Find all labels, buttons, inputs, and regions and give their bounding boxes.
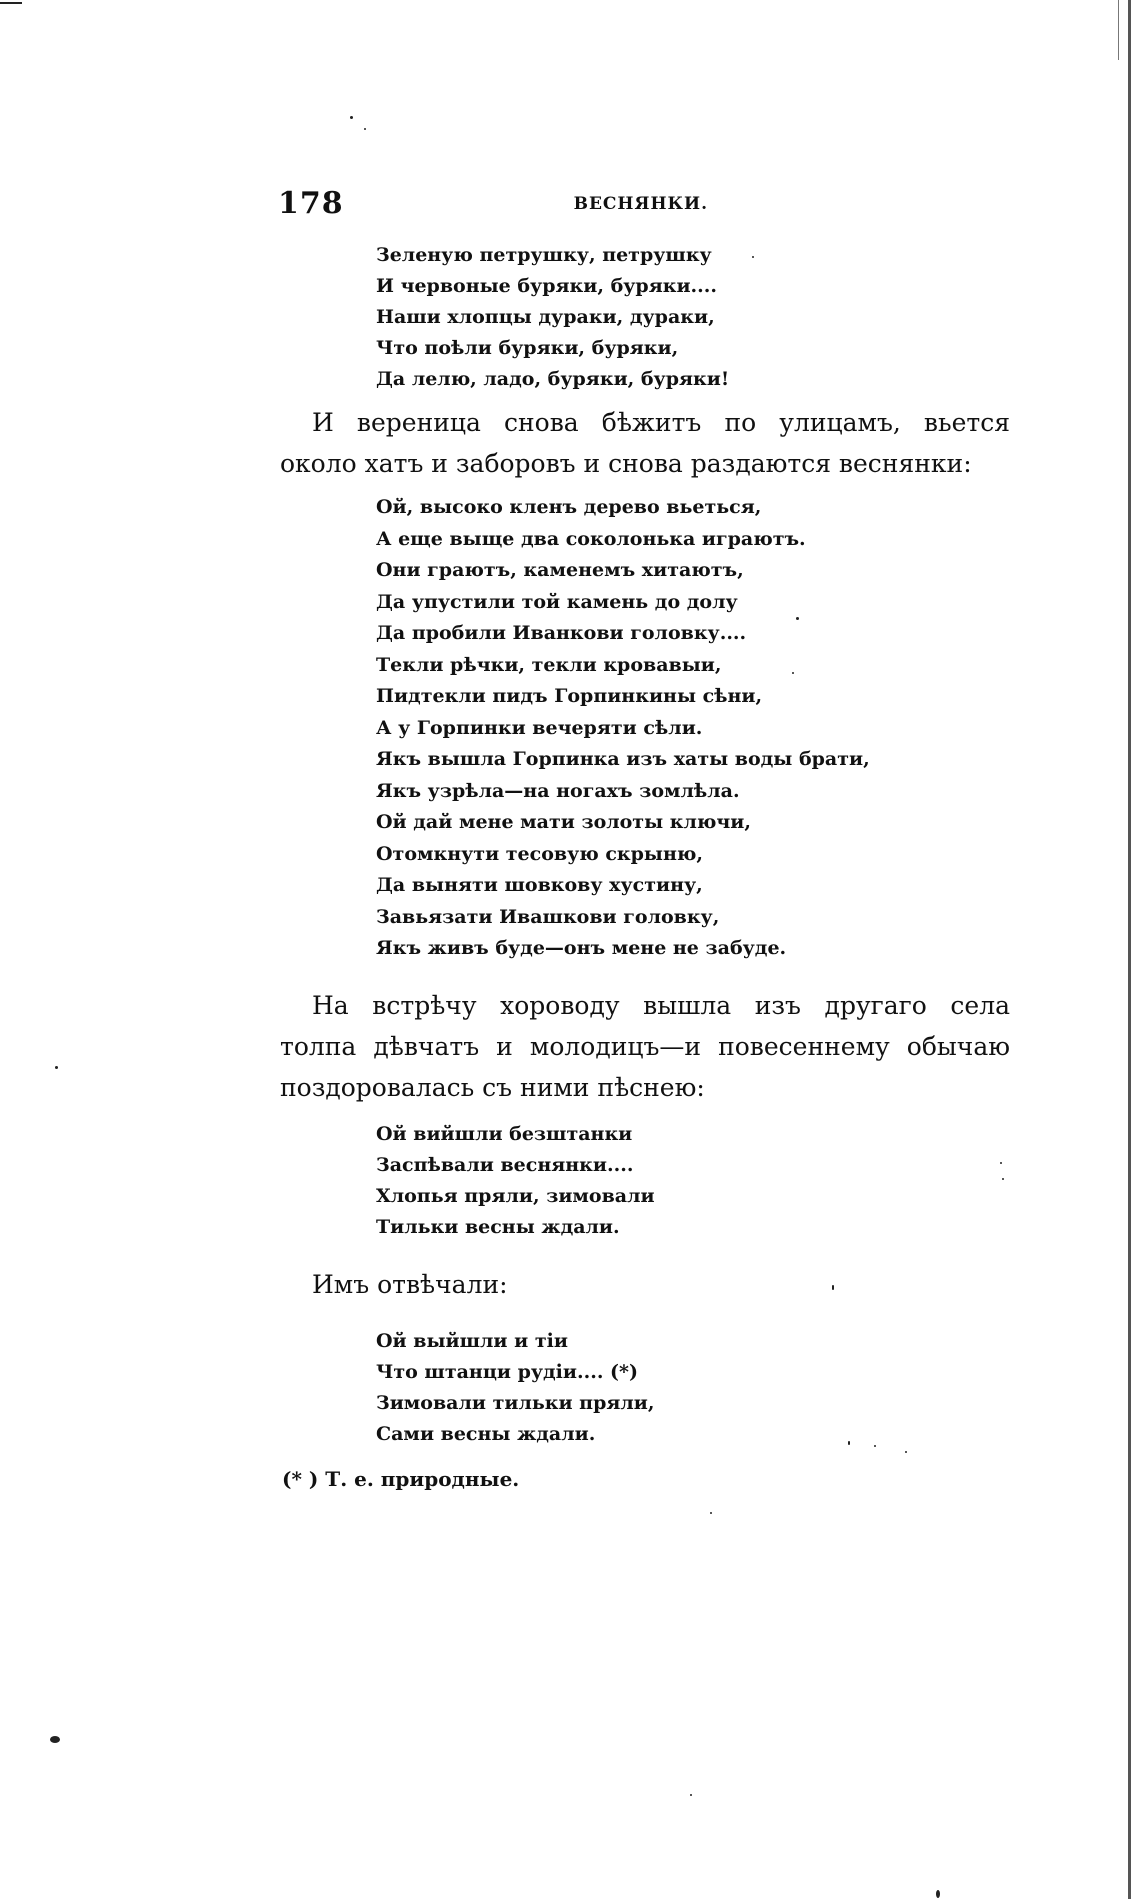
prose-paragraph-1: [280, 402, 1010, 484]
verse-line: Хлопья пряли, зимовали: [376, 1185, 655, 1207]
verse-line: Ой вийшли безштанки: [376, 1123, 633, 1145]
verse-line: Зеленую петрушку, петрушку: [376, 244, 712, 266]
prose-paragraph-2: [280, 985, 1010, 1108]
verse-line: Да выняти шовкову хустину,: [376, 874, 703, 896]
scan-speck: [752, 256, 754, 258]
verse-line: Наши хлопцы дураки, дураки,: [376, 306, 715, 328]
verse-line: А еще выще два соколонька играютъ.: [376, 527, 806, 550]
prose-line: толпа дѣвчатъ и молодицъ—и повесеннему обычаю: [280, 1032, 1010, 1061]
verse-line: Они граютъ, каменемъ хитаютъ,: [376, 559, 744, 581]
scan-speck: [936, 1890, 940, 1898]
verse-line: Текли рѣчки, текли кровавыи,: [376, 653, 722, 676]
scan-binding-edge: [1128, 0, 1131, 1899]
prose-line: Имъ отвѣчали:: [312, 1270, 508, 1299]
verse-line: Ой выйшли и тіи: [376, 1330, 568, 1352]
verse-line: Якъ живъ буде—онъ мене не забуде.: [376, 937, 787, 959]
scan-speck: [55, 1066, 58, 1069]
verse-stanza-3: [376, 1119, 655, 1243]
verse-line: Якъ вышла Горпинка изъ хаты воды брати,: [376, 748, 870, 770]
prose-paragraph-3: [280, 1264, 1010, 1305]
verse-line: Да пробили Иванкови головку....: [376, 622, 747, 644]
verse-line: Сами весны ждали.: [376, 1423, 596, 1445]
verse-line: Заспѣвали веснянки....: [376, 1154, 634, 1176]
scan-speck: [1002, 1178, 1004, 1180]
scan-speck: [690, 1794, 692, 1796]
prose-line: И вереница снова бѣжитъ по улицамъ, вьется: [312, 408, 1010, 437]
verse-line: Якъ узрѣла—на ногахъ зомлѣла.: [376, 779, 740, 802]
scan-speck: [905, 1451, 907, 1453]
scan-speck: [350, 116, 353, 119]
scan-speck: [710, 1512, 712, 1514]
verse-line: Тильки весны ждали.: [376, 1216, 620, 1238]
verse-stanza-2: [376, 492, 870, 965]
footnote: (* ) Т. е. природные.: [282, 1467, 520, 1491]
scan-edge-mark: [0, 2, 22, 4]
page-number: 178: [278, 186, 344, 221]
scan-speck: [1000, 1162, 1002, 1164]
verse-line: Пидтекли пидъ Горпинкины сѣни,: [376, 685, 763, 707]
prose-line: На встрѣчу хороводу вышла изъ другаго села: [312, 991, 1010, 1020]
running-title: ВЕСНЯНКИ.: [573, 194, 708, 214]
scan-binding-edge-thin: [1118, 0, 1119, 60]
scan-speck: [874, 1445, 876, 1447]
verse-line: Ой дай мене мати золоты ключи,: [376, 811, 751, 833]
verse-stanza-1: [376, 240, 729, 395]
prose-line: около хатъ и заборовъ и снова раздаются веснянки:: [280, 449, 972, 478]
scan-speck: [50, 1736, 60, 1743]
verse-line: И червоные буряки, буряки....: [376, 275, 718, 297]
verse-line: Что поѣли буряки, буряки,: [376, 337, 679, 359]
verse-line: Да упустили той камень до долу: [376, 590, 738, 613]
verse-line: А у Горпинки вечеряти сѣли.: [376, 716, 703, 739]
verse-line: Отомкнути тесовую скрыню,: [376, 842, 703, 865]
verse-line: Ой, высоко кленъ дерево вьеться,: [376, 496, 762, 518]
scan-speck: [848, 1441, 850, 1445]
scan-speck: [364, 128, 366, 130]
prose-line: поздоровалась съ ними пѣснею:: [280, 1073, 705, 1102]
verse-stanza-4: [376, 1326, 655, 1450]
verse-line: Зимовали тильки пряли,: [376, 1392, 655, 1414]
page-header: [278, 186, 708, 226]
verse-line: Что штанци рудіи.... (*): [376, 1361, 638, 1383]
verse-line: Завьязати Ивашкови головку,: [376, 905, 720, 928]
verse-line: Да лелю, ладо, буряки, буряки!: [376, 368, 730, 390]
